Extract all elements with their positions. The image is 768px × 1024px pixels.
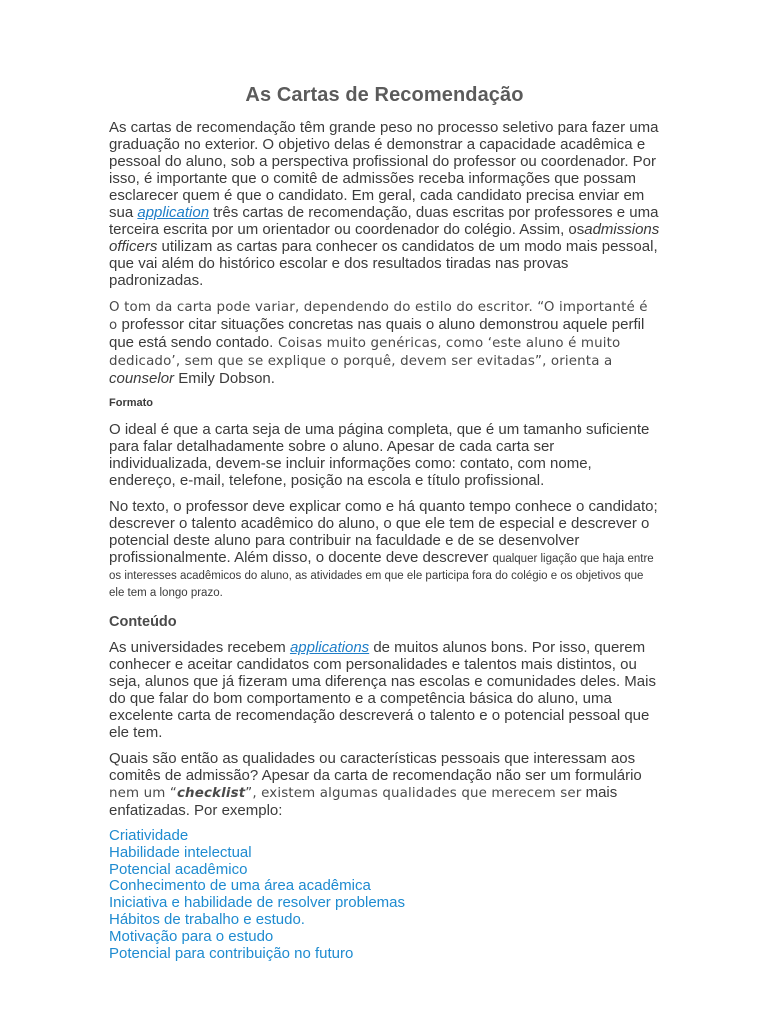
list-item: Potencial acadêmico bbox=[109, 860, 248, 878]
list-item: Criatividade bbox=[109, 827, 189, 844]
formato-text-a: No texto, o professor deve explicar como e há quanto tempo conhece o candidato; descrever o talento acadêmico do aluno, o que ele tem de especial e descrever o potencial deste aluno para contribuir na faculdade e de se desenvolver profissionalmente. Além disso, o docente deve descrever bbox=[109, 498, 658, 566]
counselor-term: counselor bbox=[109, 370, 175, 387]
qualities-list bbox=[109, 828, 660, 962]
section-heading-conteudo: Conteúdo bbox=[109, 614, 177, 630]
list-item: Habilidade intelectual bbox=[109, 843, 252, 861]
admissions-officers-term: admissions officers bbox=[109, 221, 660, 255]
conteudo2-text-end: mais enfatizadas. Por exemplo: bbox=[109, 784, 618, 819]
checklist-term: checklist bbox=[176, 786, 246, 801]
quote-text-a: O tom da carta pode variar, dependendo do estilo do escritor. “O importanté é o bbox=[109, 300, 648, 333]
applications-link[interactable]: applications bbox=[289, 639, 370, 656]
quote-text-b: professor citar situações concretas nas quais o aluno demonstrou aquele perfil que está sendo contado bbox=[109, 316, 645, 351]
intro-paragraph-2 bbox=[109, 298, 660, 387]
section-heading-formato: Formato bbox=[109, 397, 153, 409]
intro-text-b: três cartas de recomendação, duas escritas por professores e uma terceira escrita por um orientador ou coordenador do colégio. Assim, os bbox=[109, 204, 659, 238]
list-item: Motivação para o estudo bbox=[109, 927, 274, 945]
list-item: Iniciativa e habilidade de resolver problemas bbox=[109, 894, 406, 912]
intro-paragraph-1 bbox=[109, 119, 660, 289]
list-item: Hábitos de trabalho e estudo. bbox=[109, 910, 305, 928]
quote-text-end: Emily Dobson. bbox=[174, 370, 275, 387]
conteudo-text-a: As universidades recebem bbox=[109, 639, 290, 656]
formato-paragraph-1: O ideal é que a carta seja de uma página completa, que é um tamanho suficiente para falar detalhadamente sobre o aluno. Apesar de cada carta ser individualizada, devem-se incluir informações como: contato, com nome, endereço, e-mail, telefone, posição na escola e título profissional. bbox=[109, 421, 650, 489]
quote-text-c: . Coisas muito genéricas, como ‘este aluno é muito dedicado’, sem que se explique o porquê, devem ser evitadas”, orienta a bbox=[109, 336, 621, 369]
intro-text-a: As cartas de recomendação têm grande peso no processo seletivo para fazer uma graduação no exterior. O objetivo delas é demonstrar a capacidade acadêmica e pessoal do aluno, sob a perspectiva profissional do professor ou coordenador. Por isso, é importante que o comitê de admissões receba informações que possam esclarecer quem é que o candidato. Em geral, cada candidato precisa enviar em sua bbox=[109, 119, 659, 221]
conteudo-paragraph-2 bbox=[109, 750, 660, 819]
application-link[interactable]: application bbox=[137, 204, 210, 221]
conteudo2-text-light-a: nem um “ bbox=[109, 786, 177, 801]
formato-text-small: qualquer ligação que haja entre os interesses acadêmicos do aluno, as atividades em que ele participa fora do colégio e os objetivos que ele tem a longo prazo. bbox=[109, 553, 654, 599]
formato-paragraph-2 bbox=[109, 498, 660, 600]
intro-text-c: utilizam as cartas para conhecer os candidatos de um modo mais pessoal, que vai além do histórico escolar e dos resultados tiradas nas provas padronizadas. bbox=[109, 238, 658, 289]
conteudo-text-b: de muitos alunos bons. Por isso, querem conhecer e aceitar candidatos com personalidades e talentos mais distintos, ou seja, alunos que já fizeram uma diferença nas escolas e comunidades deles. Mais do que falar do bom comportamento e a competência básica do aluno, uma excelente carta de recomendação descreverá o talento e o potencial pessoal que ele tem. bbox=[109, 639, 656, 741]
list-item: Conhecimento de uma área acadêmica bbox=[109, 877, 371, 895]
conteudo2-text-a: Quais são então as qualidades ou características pessoais que interessam aos comitês de admissão? Apesar da carta de recomendação não ser um formulário bbox=[109, 750, 642, 784]
conteudo-paragraph-1 bbox=[109, 639, 660, 741]
page-title: As Cartas de Recomendação bbox=[245, 84, 524, 106]
conteudo2-text-light-b: ”, existem algumas qualidades que merecem ser bbox=[245, 786, 582, 801]
list-item: Potencial para contribuição no futuro bbox=[109, 944, 354, 962]
